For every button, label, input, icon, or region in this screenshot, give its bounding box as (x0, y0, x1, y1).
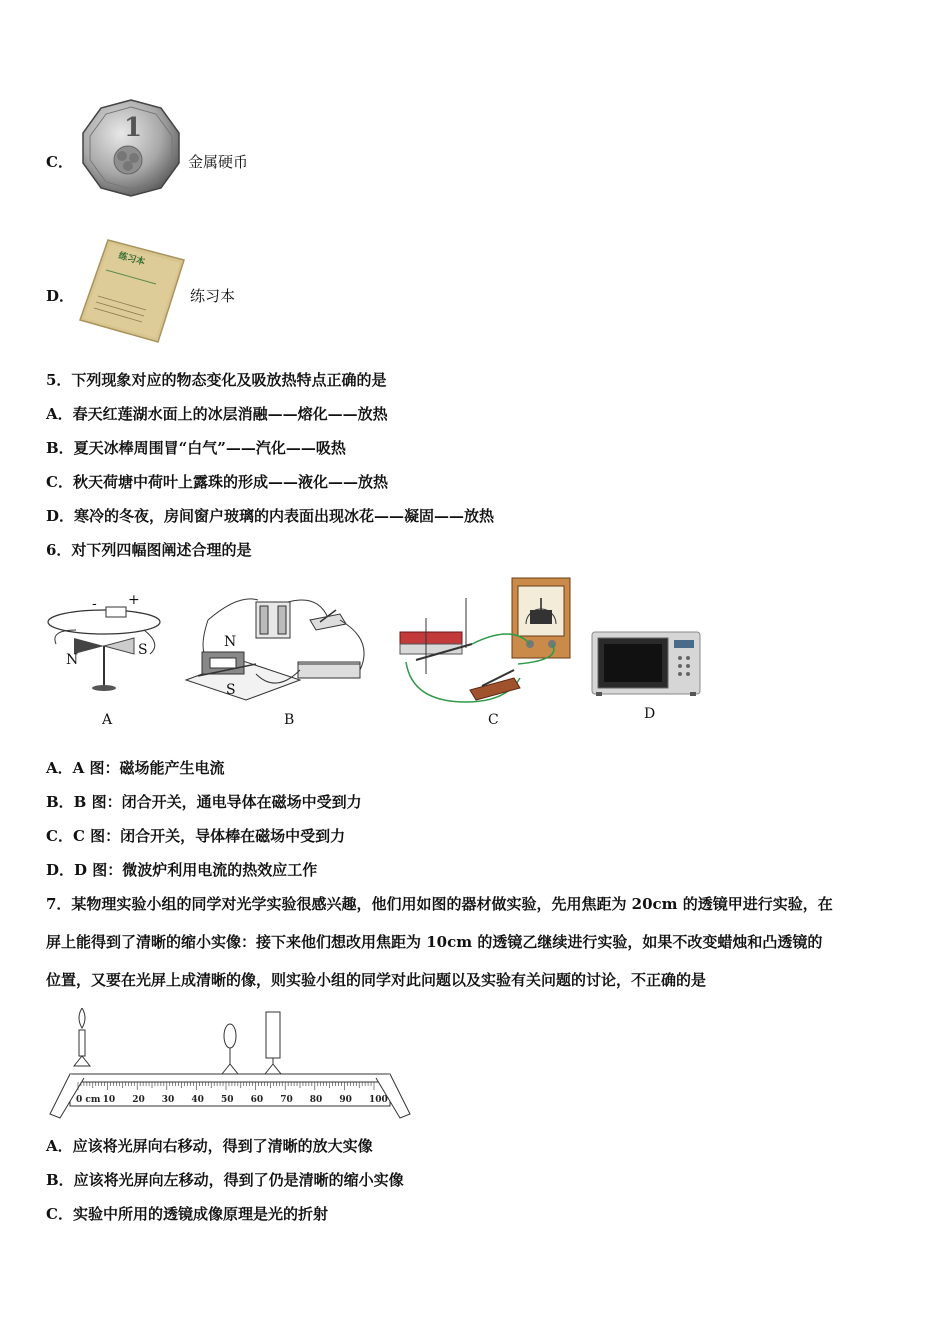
figure-b-circuit (180, 588, 376, 704)
microwave-icon (590, 628, 702, 698)
figure-d-label: D (644, 706, 656, 722)
q6-option-d: D．D 图：微波炉利用电流的热效应工作 (46, 861, 318, 879)
optical-bench-figure (44, 1008, 414, 1124)
q5-option-b: B．夏天冰棒周围冒“白气”——汽化——吸热 (46, 439, 346, 457)
q5-option-d: D．寒冷的冬夜，房间窗户玻璃的内表面出现冰花——凝固——放热 (46, 507, 495, 525)
q6-stem: 6．对下列四幅图阐述合理的是 (46, 541, 252, 559)
option-c-text: 金属硬币 (188, 153, 249, 171)
q7-stem-line-2: 屏上能得到了清晰的缩小实像：接下来他们想改用焦距为 10cm 的透镜乙继续进行实验，如果不改变蜡烛和凸透镜的 (46, 933, 823, 951)
figure-b-label: B (284, 712, 295, 728)
svg-text:1: 1 (124, 113, 143, 143)
q6-option-b: B．B 图：闭合开关，通电导体在磁场中受到力 (46, 793, 362, 811)
ruler-label: 90 (339, 1095, 352, 1105)
q6-option-c: C．C 图：闭合开关，导体棒在磁场中受到力 (46, 827, 346, 845)
ruler-label: 40 (191, 1095, 204, 1105)
option-d-label: D． (46, 287, 75, 305)
q7-stem-line-1: 7．某物理实验小组的同学对光学实验很感兴趣，他们用如图的器材做实验，先用焦距为 20cm 的透镜甲进行实验，在 (46, 895, 833, 913)
coin-icon (78, 98, 184, 198)
ruler-label: 80 (309, 1095, 323, 1105)
figure-a-compass (40, 594, 170, 704)
ruler-label: 0 cm (76, 1095, 101, 1105)
ruler-label: 30 (161, 1095, 175, 1105)
fig-a-s: S (138, 642, 148, 658)
figure-d-microwave (590, 628, 702, 698)
ruler-label: 70 (280, 1095, 293, 1105)
option-d-text: 练习本 (190, 287, 236, 305)
q7-stem-line-3: 位置，又要在光屏上成清晰的像，则实验小组的同学对此问题以及实验有关问题的讨论，不正确的是 (46, 971, 707, 989)
figure-a-label: A (102, 712, 113, 728)
fig-a-minus: - (92, 596, 97, 612)
option-c-label: C． (46, 153, 73, 171)
fig-a-plus: + (128, 592, 140, 608)
q7-option-b: B．应该将光屏向左移动，得到了仍是清晰的缩小实像 (46, 1171, 404, 1189)
q5-stem: 5．下列现象对应的物态变化及吸放热特点正确的是 (46, 371, 387, 389)
fig-b-n: N (224, 634, 237, 650)
q7-option-c: C．实验中所用的透镜成像原理是光的折射 (46, 1205, 328, 1223)
fig-a-n: N (66, 652, 79, 668)
svg-text:练习本: 练习本 (117, 251, 146, 268)
ruler-label: 60 (250, 1095, 264, 1105)
figure-c-label: C (488, 712, 499, 728)
fig-b-s: S (226, 682, 236, 698)
figure-c-induction (396, 574, 576, 706)
ruler-label: 50 (221, 1095, 234, 1105)
ruler-label: 20 (132, 1095, 145, 1105)
ruler-label: 10 (102, 1095, 116, 1105)
q5-option-c: C．秋天荷塘中荷叶上露珠的形成——液化——放热 (46, 473, 388, 491)
q7-option-a: A．应该将光屏向右移动，得到了清晰的放大实像 (46, 1137, 373, 1155)
notebook-icon (76, 236, 188, 346)
q6-option-a: A．A 图：磁场能产生电流 (46, 759, 225, 777)
exercise-book-image (76, 236, 188, 346)
coin-image (78, 98, 184, 198)
ruler-label: 100 (369, 1095, 388, 1105)
q5-option-a: A．春天红莲湖水面上的冰层消融——熔化——放热 (46, 405, 388, 423)
